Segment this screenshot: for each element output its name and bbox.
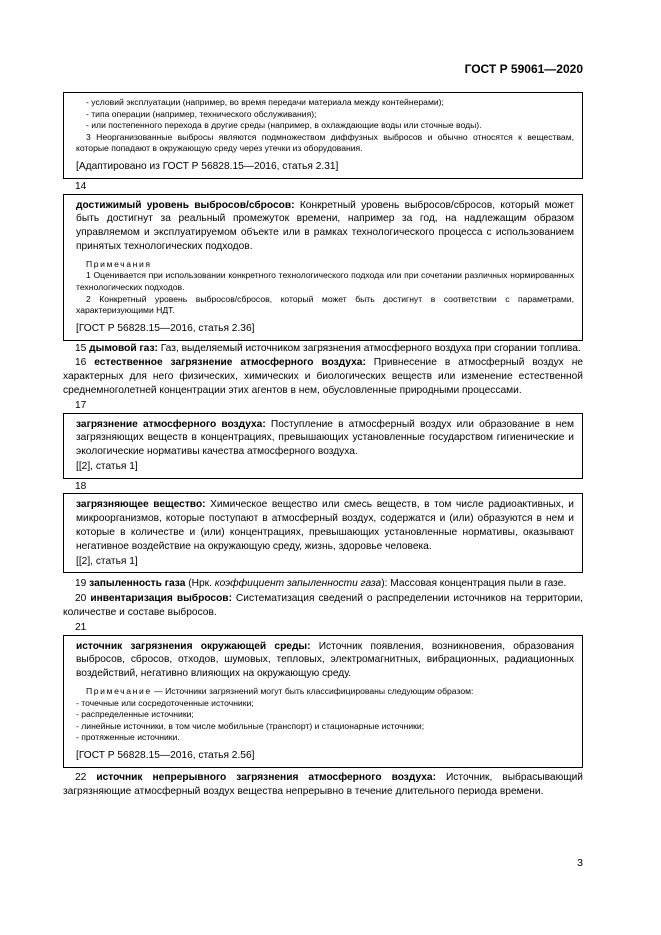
list-item: - распределенные источники; — [76, 709, 194, 720]
deprecated-term: коэффициент запыленности газа — [214, 578, 382, 590]
source-reference: [[2], статья 1] — [76, 460, 138, 472]
term-box-18 — [63, 493, 583, 573]
list-item: - условий эксплуатации (например, во время передачи материала между контейнерами); — [86, 97, 444, 107]
note-label: Примечание — [86, 686, 152, 697]
term-box-21 — [63, 635, 583, 768]
notes-label: Примечания — [86, 258, 152, 269]
term-title: достижимый уровень выбросов/сбросов: — [76, 199, 295, 211]
term-22: 22 источник непрерывного загрязнения атмосферного воздуха: Источник, выбрасывающий загрязняющие атмосферный воздух вещества непрерывно в течение длительного периода времени. — [63, 771, 583, 797]
term-title: загрязнение атмосферного воздуха: — [76, 418, 266, 430]
term-number: 18 — [75, 480, 87, 492]
note-1: 1 Оценивается при использовании конкретного технологического подхода или при сочетании различных нормированных технологических подходов. — [76, 270, 574, 292]
source-reference: [ГОСТ Р 56828.15—2016, статья 2.56] — [76, 750, 255, 762]
term-title: запыленность газа — [89, 578, 186, 590]
term-title: инвентаризация выбросов: — [90, 593, 232, 605]
document-id: ГОСТ Р 59061—2020 — [464, 62, 583, 76]
page-content — [63, 92, 583, 798]
note-2: 2 Конкретный уровень выбросов/сбросов, который может быть достигнут в соответствии с параметрами, характеризующими НДТ. — [76, 293, 574, 316]
term-title: естественное загрязнение атмосферного воздуха: — [94, 357, 366, 369]
term-definition: Поступление в атмосферный воздух или образование в нем загрязняющих веществ в концентрациях, превышающих установленные государством гигиенические и экологические нормативы качества атмосферного воздуха. — [76, 418, 574, 458]
list-item: - протяженные источники. — [76, 732, 180, 743]
note-text: — Источники загрязнений могут быть классифицированы следующим образом: — [151, 686, 474, 697]
term-15: 15 дымовой газ: Газ, выделяемый источником загрязнения атмосферного воздуха при сгорании топлива. — [75, 342, 581, 354]
term-number: 21 — [75, 621, 87, 633]
term-title: источник непрерывного загрязнения атмосферного воздуха: — [96, 771, 436, 783]
term-definition: Химическое вещество или смесь веществ, в том числе радиоактивных, и микроорганизмов, которые поступают в атмосферный воздух, содержатся и (или) образуются в нем и которые в количестве и (или) концентрациях, превышающих установленные нормативы, оказывают негативное воздействие на окружающую среду, жизнь, здоровье человека. — [76, 499, 574, 552]
list-item: - точечные или сосредоточенные источники; — [76, 697, 254, 708]
source-reference: [[2], статья 1] — [76, 555, 138, 567]
page-number: 3 — [577, 857, 583, 869]
term-box-17 — [63, 413, 583, 479]
term-title: источник загрязнения окружающей среды: — [76, 640, 311, 652]
term-box-13 — [63, 92, 583, 179]
list-item: - линейные источники, в том числе мобильные (транспорт) и стационарные источники; — [76, 720, 425, 731]
term-title: загрязняющее вещество: — [76, 499, 206, 511]
term-definition: Источник появления, возникновения, образования выбросов, сбросов, отходов, шумовых, тепловых, электромагнитных, вибрационных, радиационных воздействий, негативно влияющих на окружающую среду. — [76, 640, 574, 680]
term-title: дымовой газ: — [89, 342, 158, 354]
term-20: 20 инвентаризация выбросов: Систематизация сведений о распределении источников на территории, количестве и составе выбросов. — [63, 593, 584, 619]
term-definition: Конкретный уровень выбросов/сбросов, который может быть достигнут за реальный промежуток времени, например за год, на надлежащим образом управляемом и эксплуатируемом объекте или в рамках технологического процесса с использованием принятых технологических подходов. — [76, 199, 574, 252]
list-item: - или постепенного перехода в другие среды (например, в охлаждающие воды или сточные воды). — [86, 120, 482, 131]
source-reference: [ГОСТ Р 56828.15—2016, статья 2.36] — [76, 322, 255, 334]
list-item: - типа операции (например, технического обслуживания); — [86, 108, 317, 119]
term-19: 19 запыленность газа (Нрк. коэффициент запыленности газа): Массовая концентрация пыли в газе. — [75, 578, 567, 590]
term-16: 16 естественное загрязнение атмосферного воздуха: Привнесение в атмосферный воздух не характерных для него физических, химических и биологических веществ или изменение естественной среднемноголетней концентрации этих агентов в нем, обусловленные природными процессами. — [63, 357, 583, 396]
source-reference: [Адаптировано из ГОСТ Р 56828.15—2016, статья 2.31] — [76, 160, 339, 172]
term-number: 14 — [75, 180, 87, 192]
term-number: 17 — [75, 399, 87, 411]
term-box-14 — [63, 194, 583, 341]
note-3: 3 Неорганизованные выбросы являются подмножеством диффузных выбросов и обычно относятся к веществам, которые попадают в окружающую среду через утечки из оборудования. — [76, 131, 574, 154]
